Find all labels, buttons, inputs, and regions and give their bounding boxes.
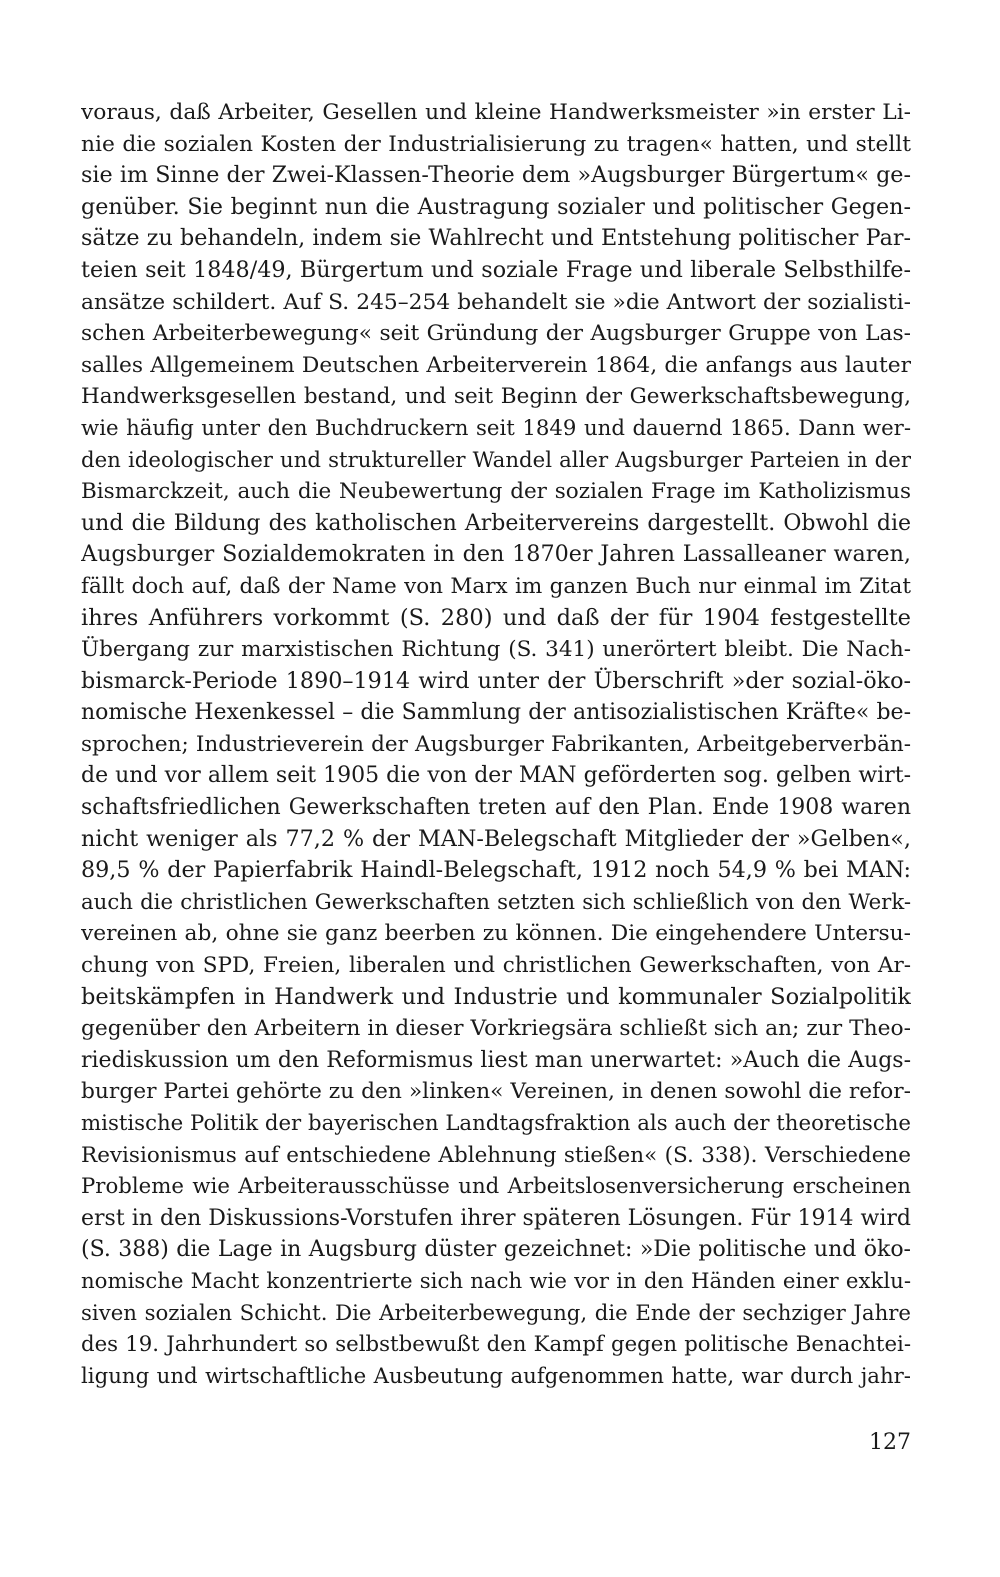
text-line: voraus, daß Arbeiter, Gesellen und kleine Handwerksmeister »in erster Li- <box>81 100 911 125</box>
text-line: genüber. Sie beginnt nun die Austragung sozialer und politischer Gegen- <box>81 193 911 220</box>
text-line: Bismarckzeit, auch die Neubewertung der sozialen Frage im Katholizismus <box>81 479 911 505</box>
text-line: Augsburger Sozialdemokraten in den 1870er Jahren Lassalleaner waren, <box>81 541 911 568</box>
text-line: nomische Macht konzentrierte sich nach wie vor in den Händen einer exklu- <box>81 1268 911 1294</box>
text-line: Revisionismus auf entschiedene Ablehnung stießen« (S. 338). Verschiedene <box>81 1142 911 1168</box>
text-line: ihres Anführers vorkommt (S. 280) und daß der für 1904 festgestellte <box>81 604 911 631</box>
text-line: nicht weniger als 77,2 % der MAN-Belegschaft Mitglieder der »Gelben«, <box>81 825 911 852</box>
text-line: sprochen; Industrieverein der Augsburger Fabrikanten, Arbeitgeberverbän- <box>81 731 911 757</box>
text-line: Probleme wie Arbeiterausschüsse und Arbeitslosenversicherung erscheinen <box>81 1174 911 1200</box>
text-line: vereinen ab, ohne sie ganz beerben zu können. Die eingehendere Untersu- <box>81 921 911 947</box>
text-line: ansätze schildert. Auf S. 245–254 behandelt sie »die Antwort der sozialisti- <box>81 289 911 315</box>
text-line: salles Allgemeinem Deutschen Arbeiterverein 1864, die anfangs aus lauter <box>81 352 911 378</box>
text-line: siven sozialen Schicht. Die Arbeiterbewegung, die Ende der sechziger Jahre <box>81 1300 911 1326</box>
text-line: erst in den Diskussions-Vorstufen ihrer späteren Lösungen. Für 1914 wird <box>81 1205 911 1231</box>
text-line: burger Partei gehörte zu den »linken« Vereinen, in denen sowohl die refor- <box>81 1079 911 1105</box>
text-line: schen Arbeiterbewegung« seit Gründung der Augsburger Gruppe von Las- <box>81 321 911 347</box>
text-line: (S. 388) die Lage in Augsburg düster gezeichnet: »Die politische und öko- <box>81 1237 911 1263</box>
text-line: den ideologischer und struktureller Wandel aller Augsburger Parteien in der <box>81 447 911 473</box>
text-line: ligung und wirtschaftliche Ausbeutung aufgenommen hatte, war durch jahr- <box>81 1363 911 1389</box>
text-line: gegenüber den Arbeitern in dieser Vorkriegsära schließt sich an; zur Theo- <box>81 1016 911 1042</box>
text-line: beitskämpfen in Handwerk und Industrie und kommunaler Sozialpolitik <box>81 983 911 1010</box>
page-number: 127 <box>869 1430 911 1455</box>
text-line: chung von SPD, Freien, liberalen und christlichen Gewerkschaften, von Ar- <box>81 953 911 979</box>
text-line: wie häufig unter den Buchdruckern seit 1849 und dauernd 1865. Dann wer- <box>81 415 911 441</box>
text-line: mistische Politik der bayerischen Landtagsfraktion als auch der theoretische <box>81 1111 911 1136</box>
text-line: Übergang zur marxistischen Richtung (S. 341) unerörtert bleibt. Die Nach- <box>81 637 911 663</box>
text-line: riediskussion um den Reformismus liest man unerwartet: »Auch die Augs- <box>81 1047 911 1073</box>
text-line: des 19. Jahrhundert so selbstbewußt den Kampf gegen politische Benachtei- <box>81 1332 911 1358</box>
text-line: fällt doch auf, daß der Name von Marx im ganzen Buch nur einmal im Zitat <box>81 573 911 599</box>
body-text <box>81 97 911 1392</box>
text-line: de und vor allem seit 1905 die von der MAN geförderten sog. gelben wirt- <box>81 763 911 789</box>
text-line: und die Bildung des katholischen Arbeitervereins dargestellt. Obwohl die <box>81 510 911 536</box>
text-line: teien seit 1848/49, Bürgertum und soziale Frage und liberale Selbsthilfe- <box>81 256 911 283</box>
text-line: nie die sozialen Kosten der Industrialisierung zu tragen« hatten, und stellt <box>81 131 911 157</box>
text-line: Handwerksgesellen bestand, und seit Beginn der Gewerkschaftsbewegung, <box>81 384 911 410</box>
text-line: 89,5 % der Papierfabrik Haindl-Belegschaft, 1912 noch 54,9 % bei MAN: <box>81 857 911 884</box>
text-line: auch die christlichen Gewerkschaften setzten sich schließlich von den Werk- <box>81 889 911 915</box>
text-line: schaftsfriedlichen Gewerkschaften treten auf den Plan. Ende 1908 waren <box>81 795 911 821</box>
text-line: sätze zu behandeln, indem sie Wahlrecht und Entstehung politischer Par- <box>81 225 911 252</box>
text-line: nomische Hexenkessel – die Sammlung der antisozialistischen Kräfte« be- <box>81 700 911 726</box>
text-line: sie im Sinne der Zwei-Klassen-Theorie dem »Augsburger Bürgertum« ge- <box>81 162 911 189</box>
text-line: bismarck-Periode 1890–1914 wird unter der Überschrift »der sozial-öko- <box>81 667 911 694</box>
